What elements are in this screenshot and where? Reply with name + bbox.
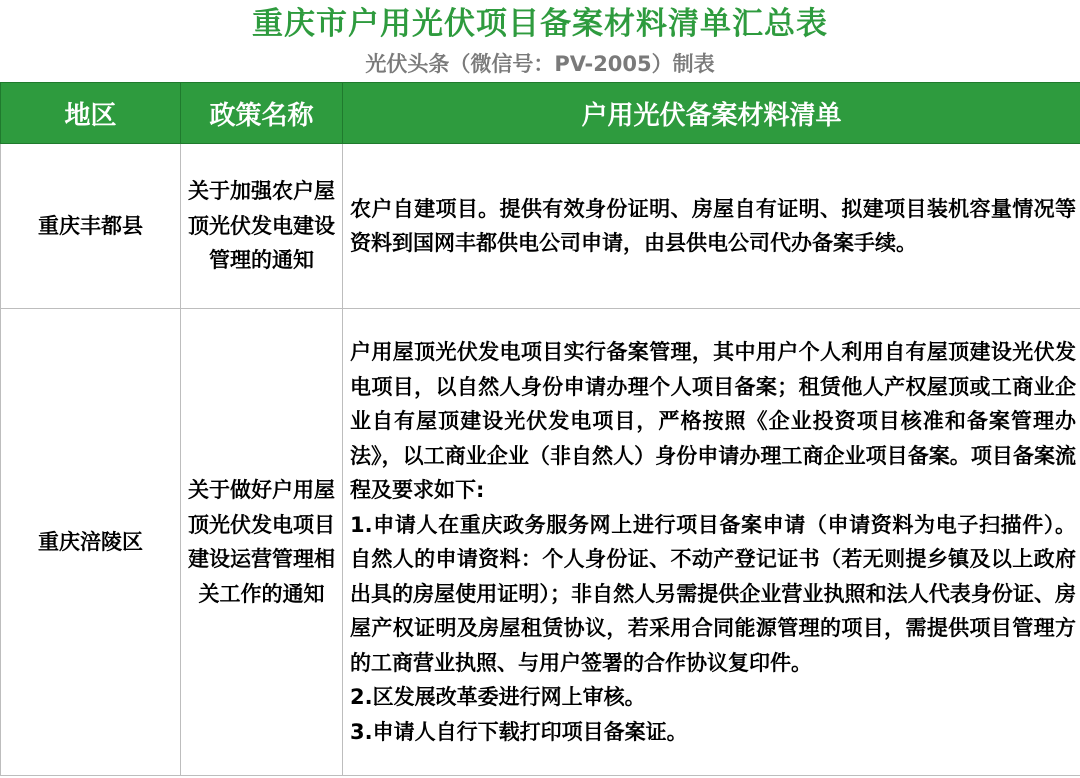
filing-materials-table <box>0 82 1080 776</box>
header-policy-name: 政策名称 <box>181 83 343 144</box>
policy-cell: 关于加强农户屋顶光伏发电建设管理的通知 <box>181 144 343 309</box>
materials-cell <box>343 309 1080 776</box>
materials-paragraph: 户用屋顶光伏发电项目实行备案管理，其中用户个人利用自有屋顶建设光伏发电项目，以自然人身份申请办理个人项目备案；租赁他人产权屋顶或工商业企业自有屋顶建设光伏发电项目，严格按照《企业投资项目核准和备案管理办法》，以工商业企业（非自然人）身份申请办理工商企业项目备案。项目备案流程及要求如下: <box>350 340 1076 502</box>
table-row <box>1 144 1080 309</box>
materials-step-3: 3.申请人自行下载打印项目备案证。 <box>350 719 688 744</box>
materials-step-1: 1.申请人在重庆政务服务网上进行项目备案申请（申请资料为电子扫描件）。自然人的申请资料：个人身份证、不动产登记证书（若无则提乡镇及以上政府出具的房屋使用证明）；非自然人另需提供企业营业执照和法人代表身份证、房屋产权证明及房屋租赁协议，若采用合同能源管理的项目，需提供项目管理方的工商营业执照、与用户签署的合作协议复印件。 <box>350 512 1076 675</box>
region-cell: 重庆丰都县 <box>1 144 181 309</box>
materials-cell <box>343 144 1080 309</box>
table-row <box>1 309 1080 776</box>
page-subtitle: 光伏头条（微信号：PV-2005）制表 <box>365 52 715 76</box>
materials-paragraph: 农户自建项目。提供有效身份证明、房屋自有证明、拟建项目装机容量情况等资料到国网丰都供电公司申请，由县供电公司代办备案手续。 <box>350 196 1076 255</box>
header-materials-list: 户用光伏备案材料清单 <box>343 83 1080 144</box>
page-title: 重庆市户用光伏项目备案材料清单汇总表 <box>252 6 828 42</box>
header-region: 地区 <box>1 83 181 144</box>
region-cell: 重庆涪陵区 <box>1 309 181 776</box>
materials-step-2: 2.区发展改革委进行网上审核。 <box>350 685 646 709</box>
policy-cell: 关于做好户用屋顶光伏发电项目建设运营管理相关工作的通知 <box>181 309 343 776</box>
table-header-row <box>1 83 1080 144</box>
